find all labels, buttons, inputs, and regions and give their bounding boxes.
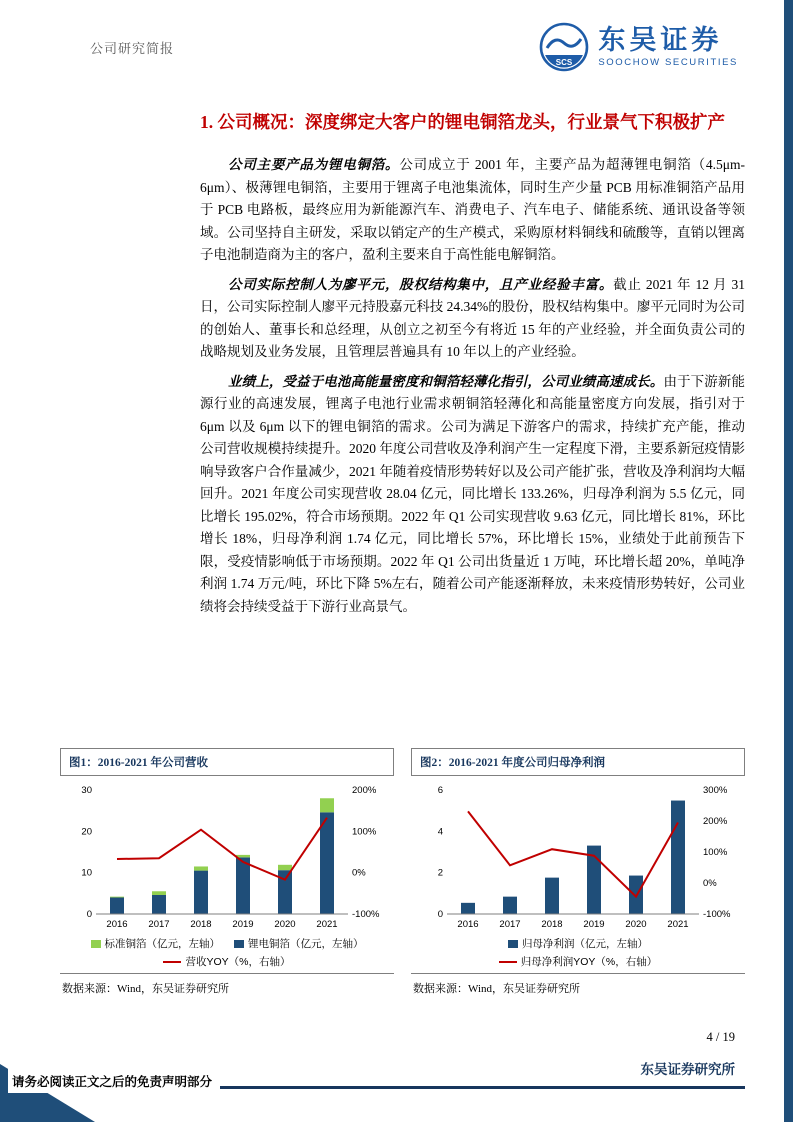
svg-text:2020: 2020: [625, 919, 647, 930]
footer-disclaimer: 请务必阅读正文之后的免责声明部分: [8, 1069, 220, 1093]
svg-text:30: 30: [81, 785, 92, 796]
legend-color-swatch: [508, 940, 518, 948]
figures-row: [60, 748, 745, 996]
legend-item: [91, 936, 221, 951]
figure-1-plot: [60, 782, 394, 934]
chart-canvas: [411, 782, 745, 934]
legend-item: [508, 936, 648, 951]
svg-text:2: 2: [437, 867, 443, 879]
figure-1-revenue: [60, 748, 394, 996]
chart-legend-row: [411, 936, 745, 951]
paragraph-3-lead: 业绩上，受益于电池高能量密度和铜箔轻薄化指引，公司业绩高速成长。: [228, 373, 664, 389]
legend-color-swatch: [91, 940, 101, 948]
page-number: 4 / 19: [706, 1030, 735, 1044]
svg-text:2021: 2021: [667, 919, 689, 930]
legend-label: 营收YOY（%，右轴）: [185, 956, 291, 968]
svg-text:2018: 2018: [190, 919, 212, 930]
paragraph-1: [200, 154, 745, 267]
paragraph-1-text: 公司成立于 2001 年，主要产品为超薄锂电铜箔（4.5μm-6μm）、极薄锂电铜箔，主要用于锂离子电池集流体，同时生产少量 PCB 用标准铜箔产品用于 PCB 电路板，最终应用为新能源汽车、消费电子、汽车电子、储能系统、通讯设备等领域。公司坚持自主研发，采取以销定产的生产模式，采购原材料铜线和硫酸等，直销以锂离子电池制造商为主的客户，盈利主要来自于高性能电解铜箔。: [200, 157, 746, 262]
svg-text:300%: 300%: [703, 785, 728, 796]
soochow-logo-icon: [539, 22, 589, 72]
svg-text:2017: 2017: [148, 919, 170, 930]
right-edge-stripe: [784, 0, 793, 1122]
svg-text:2020: 2020: [274, 919, 296, 930]
svg-text:0: 0: [437, 909, 443, 920]
chart-legend-row: [60, 936, 394, 951]
paragraph-3: [200, 371, 745, 619]
svg-text:100%: 100%: [703, 847, 728, 858]
chart-legend-row: [411, 954, 745, 969]
legend-label: 归母净利润YOY（%，右轴）: [520, 956, 658, 968]
svg-text:0%: 0%: [703, 878, 717, 889]
main-content: [200, 104, 745, 625]
figure-2-net-profit: [411, 748, 745, 996]
figure-1-source: 数据来源：Wind，东吴证券研究所: [60, 973, 394, 996]
chart-legend-row: [60, 954, 394, 969]
figure-2-plot: [411, 782, 745, 934]
paragraph-2-text: 截止 2021 年 12 月 31 日，公司实际控制人廖平元持股嘉元科技 24.34%的股份，股权结构集中。廖平元同时为公司的创始人、董事长和总经理，从创立之初至今有将近 15 年的产业经验，并全面负责公司的战略规划及业务发展，且管理层普遍具有 10 年以上的产业经验。: [200, 276, 746, 359]
svg-text:4: 4: [437, 826, 443, 838]
svg-text:20: 20: [81, 826, 92, 838]
report-type-label: 公司研究简报: [90, 41, 175, 56]
svg-text:100%: 100%: [352, 826, 377, 838]
svg-text:2021: 2021: [316, 919, 338, 930]
brand-name-en: SOOCHOW SECURITIES: [598, 57, 738, 69]
paragraph-2-lead: 公司实际控制人为廖平元，股权结构集中，且产业经验丰富。: [228, 276, 614, 292]
svg-text:2017: 2017: [499, 919, 521, 930]
svg-text:-100%: -100%: [352, 909, 380, 920]
legend-label: 归母净利润（亿元，左轴）: [522, 938, 648, 950]
svg-text:2019: 2019: [583, 919, 605, 930]
svg-text:0: 0: [86, 909, 92, 920]
paragraph-1-lead: 公司主要产品为锂电铜箔。: [228, 157, 400, 172]
legend-line-marker: [163, 961, 181, 963]
brand-text: [598, 26, 738, 69]
svg-text:6: 6: [437, 785, 443, 796]
svg-text:2018: 2018: [541, 919, 563, 930]
legend-line-marker: [499, 961, 517, 963]
legend-color-swatch: [234, 940, 244, 948]
svg-text:200%: 200%: [352, 785, 377, 796]
legend-label: 标准铜箔（亿元，左轴）: [104, 938, 220, 950]
logo-svg: [539, 22, 589, 72]
paragraph-3-text: 由于下游新能源行业的高速发展，锂离子电池行业需求朝铜箔轻薄化和高能量密度方向发展，指引对于 6μm 以及 6μm 以下的锂电铜箔的需求。公司为满足下游客户的需求，持续扩充产能，推动公司营收规模持续提升。2020 年度公司营收及净利润产生一定程度下滑，主要系新冠疫情影响导致客户合作量减少，2021 年随着疫情形势转好以及公司产能扩张，营收及净利润均大幅回升。2021 年度公司实现营收 28.04 亿元，同比增长 133.26%，归母净利润为 5.5 亿元，同比增长 195.02%，符合市场预期。2022 年 Q1 公司实现营收 9.63 亿元，同比增长 81%，环比增长 18%，归母净利润 1.74 亿元，同比增长 57%，环比增长 15%，业绩处于此前预告下限，受疫情影响低于市场预期。2022 年 Q1 公司出货量近 1 万吨，环比增长超 20%，单吨净利润 1.74 万元/吨，环比下降 5%左右，随着公司产能逐渐释放，未来疫情形势转好，公司业绩将会持续受益于下游行业高景气。: [200, 373, 746, 614]
legend-item: [499, 954, 658, 969]
brand-block: [539, 22, 738, 72]
svg-text:2019: 2019: [232, 919, 254, 930]
svg-text:2016: 2016: [106, 919, 128, 930]
legend-item: [163, 954, 290, 969]
chart-canvas: [60, 782, 394, 934]
figure-2-title: 图2：2016-2021 年度公司归母净利润: [411, 748, 745, 776]
svg-text:10: 10: [81, 867, 92, 879]
legend-label: 锂电铜箔（亿元，左轴）: [248, 938, 364, 950]
paragraph-2: [200, 274, 745, 364]
brand-name-cn: 东吴证券: [598, 24, 723, 55]
svg-text:-100%: -100%: [703, 909, 731, 920]
svg-text:200%: 200%: [703, 816, 728, 827]
figure-2-source: 数据来源：Wind，东吴证券研究所: [411, 973, 745, 996]
figure-1-title: 图1：2016-2021 年公司营收: [60, 748, 394, 776]
svg-text:0%: 0%: [352, 867, 366, 879]
figure-1-legend: [60, 936, 394, 969]
section-title: 1. 公司概况：深度绑定大客户的锂电铜箔龙头，行业景气下积极扩产: [200, 112, 725, 132]
svg-text:2016: 2016: [457, 919, 479, 930]
figure-2-legend: [411, 936, 745, 969]
page-header: [90, 22, 738, 72]
logo-text: SCS: [556, 58, 573, 67]
legend-item: [234, 936, 364, 951]
footer-institute: 东吴证券研究所: [640, 1062, 735, 1077]
